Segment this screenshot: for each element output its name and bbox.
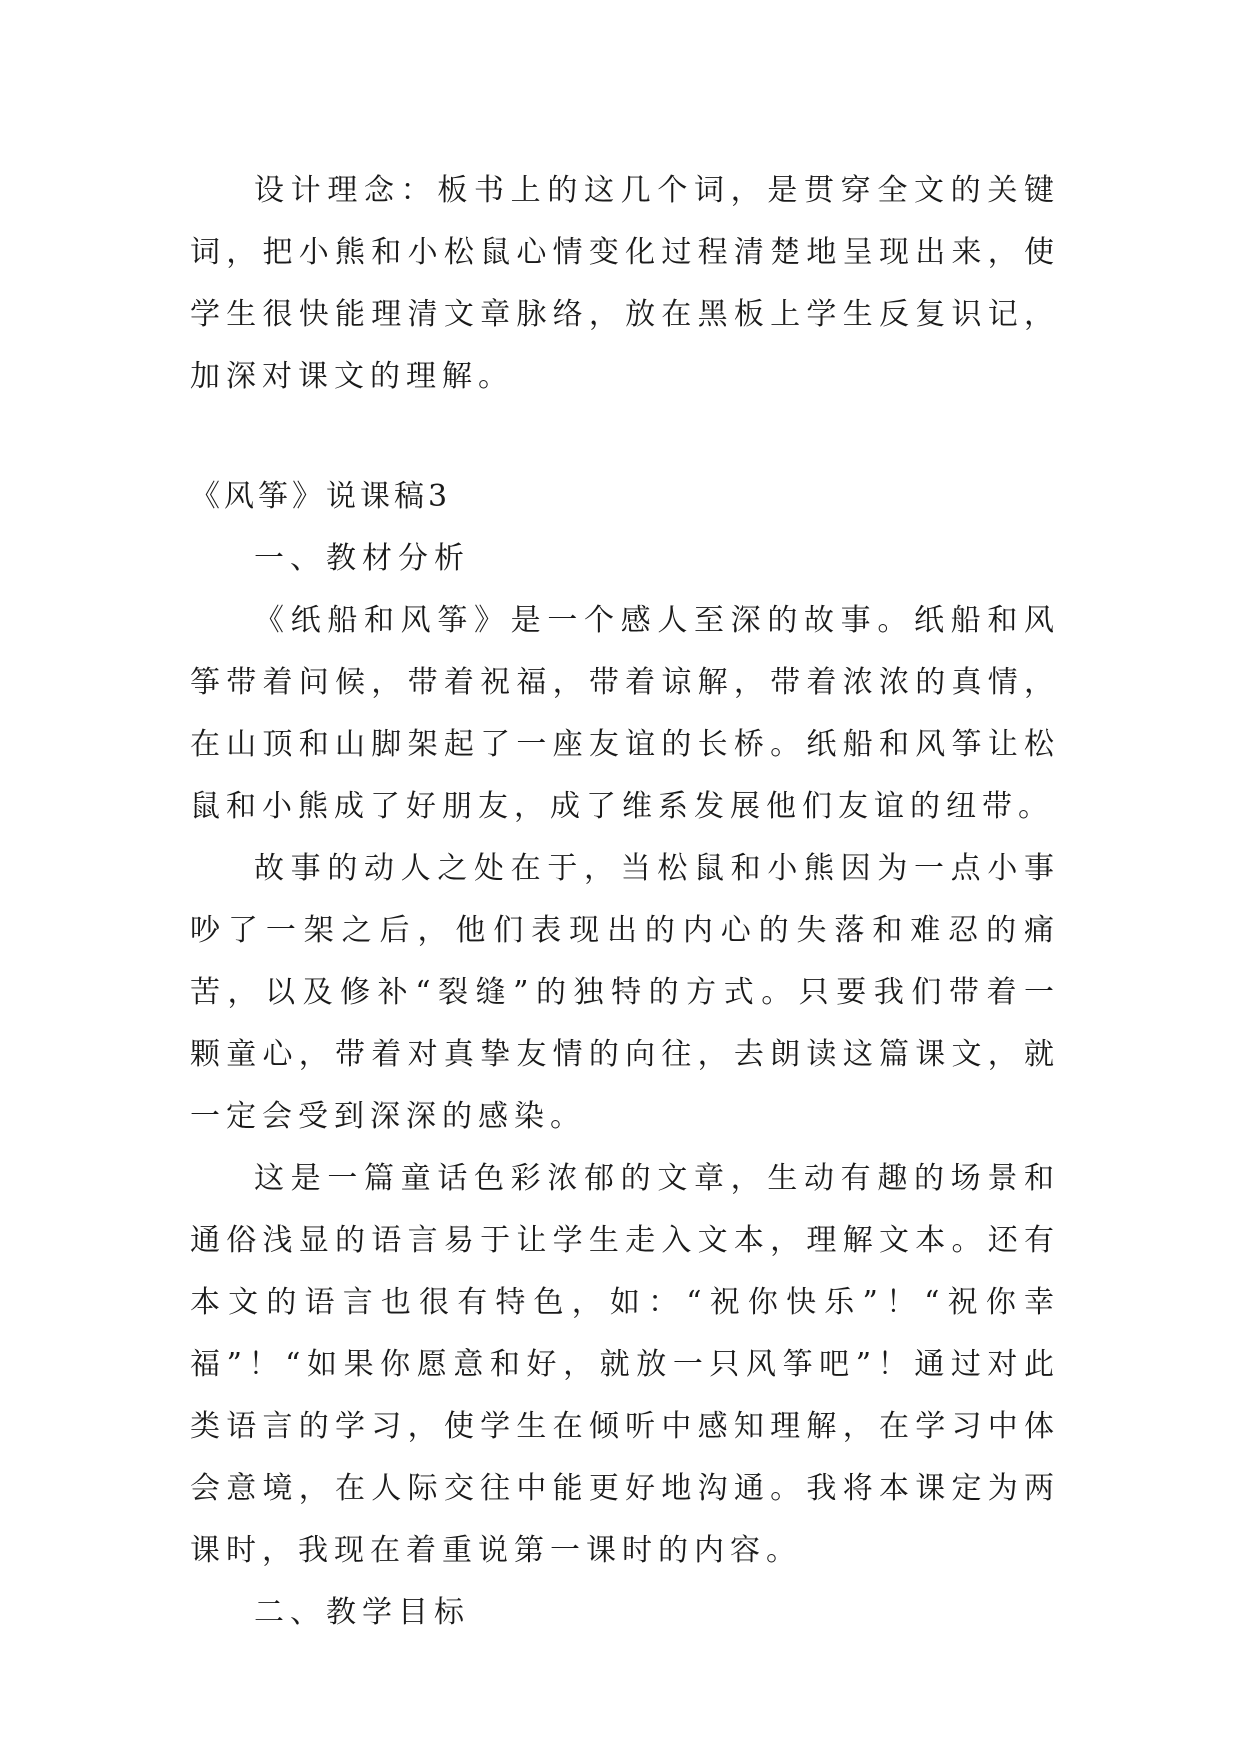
document-body <box>190 160 1060 1644</box>
document-title: 《风筝》说课稿3 <box>190 479 452 514</box>
section-heading-textbook-analysis: 一、教材分析 <box>254 541 470 576</box>
design-concept-paragraph: 设计理念：板书上的这几个词，是贯穿全文的关键词，把小熊和小松鼠心情变化过程清楚地呈现出来，使学生很快能理清文章脉络，放在黑板上学生反复识记，加深对课文的理解。 <box>190 173 1060 394</box>
paragraph-story-moving-point: 故事的动人之处在于，当松鼠和小熊因为一点小事吵了一架之后，他们表现出的内心的失落和难忍的痛苦，以及修补“裂缝”的独特的方式。只要我们带着一颗童心，带着对真挚友情的向往，去朗读这篇课文，就一定会受到深深的感染。 <box>190 851 1060 1134</box>
section-heading-teaching-goals: 二、教学目标 <box>254 1595 470 1630</box>
paragraph-story-intro: 《纸船和风筝》是一个感人至深的故事。纸船和风筝带着问候，带着祝福，带着谅解，带着浓浓的真情，在山顶和山脚架起了一座友谊的长桥。纸船和风筝让松鼠和小熊成了好朋友，成了维系发展他们友谊的纽带。 <box>190 603 1060 824</box>
paragraph-language-features: 这是一篇童话色彩浓郁的文章，生动有趣的场景和通俗浅显的语言易于让学生走入文本，理解文本。还有本文的语言也很有特色，如：“祝你快乐”！“祝你幸福”！“如果你愿意和好，就放一只风筝吧”！通过对此类语言的学习，使学生在倾听中感知理解，在学习中体会意境，在人际交往中能更好地沟通。我将本课定为两课时，我现在着重说第一课时的内容。 <box>190 1161 1060 1568</box>
